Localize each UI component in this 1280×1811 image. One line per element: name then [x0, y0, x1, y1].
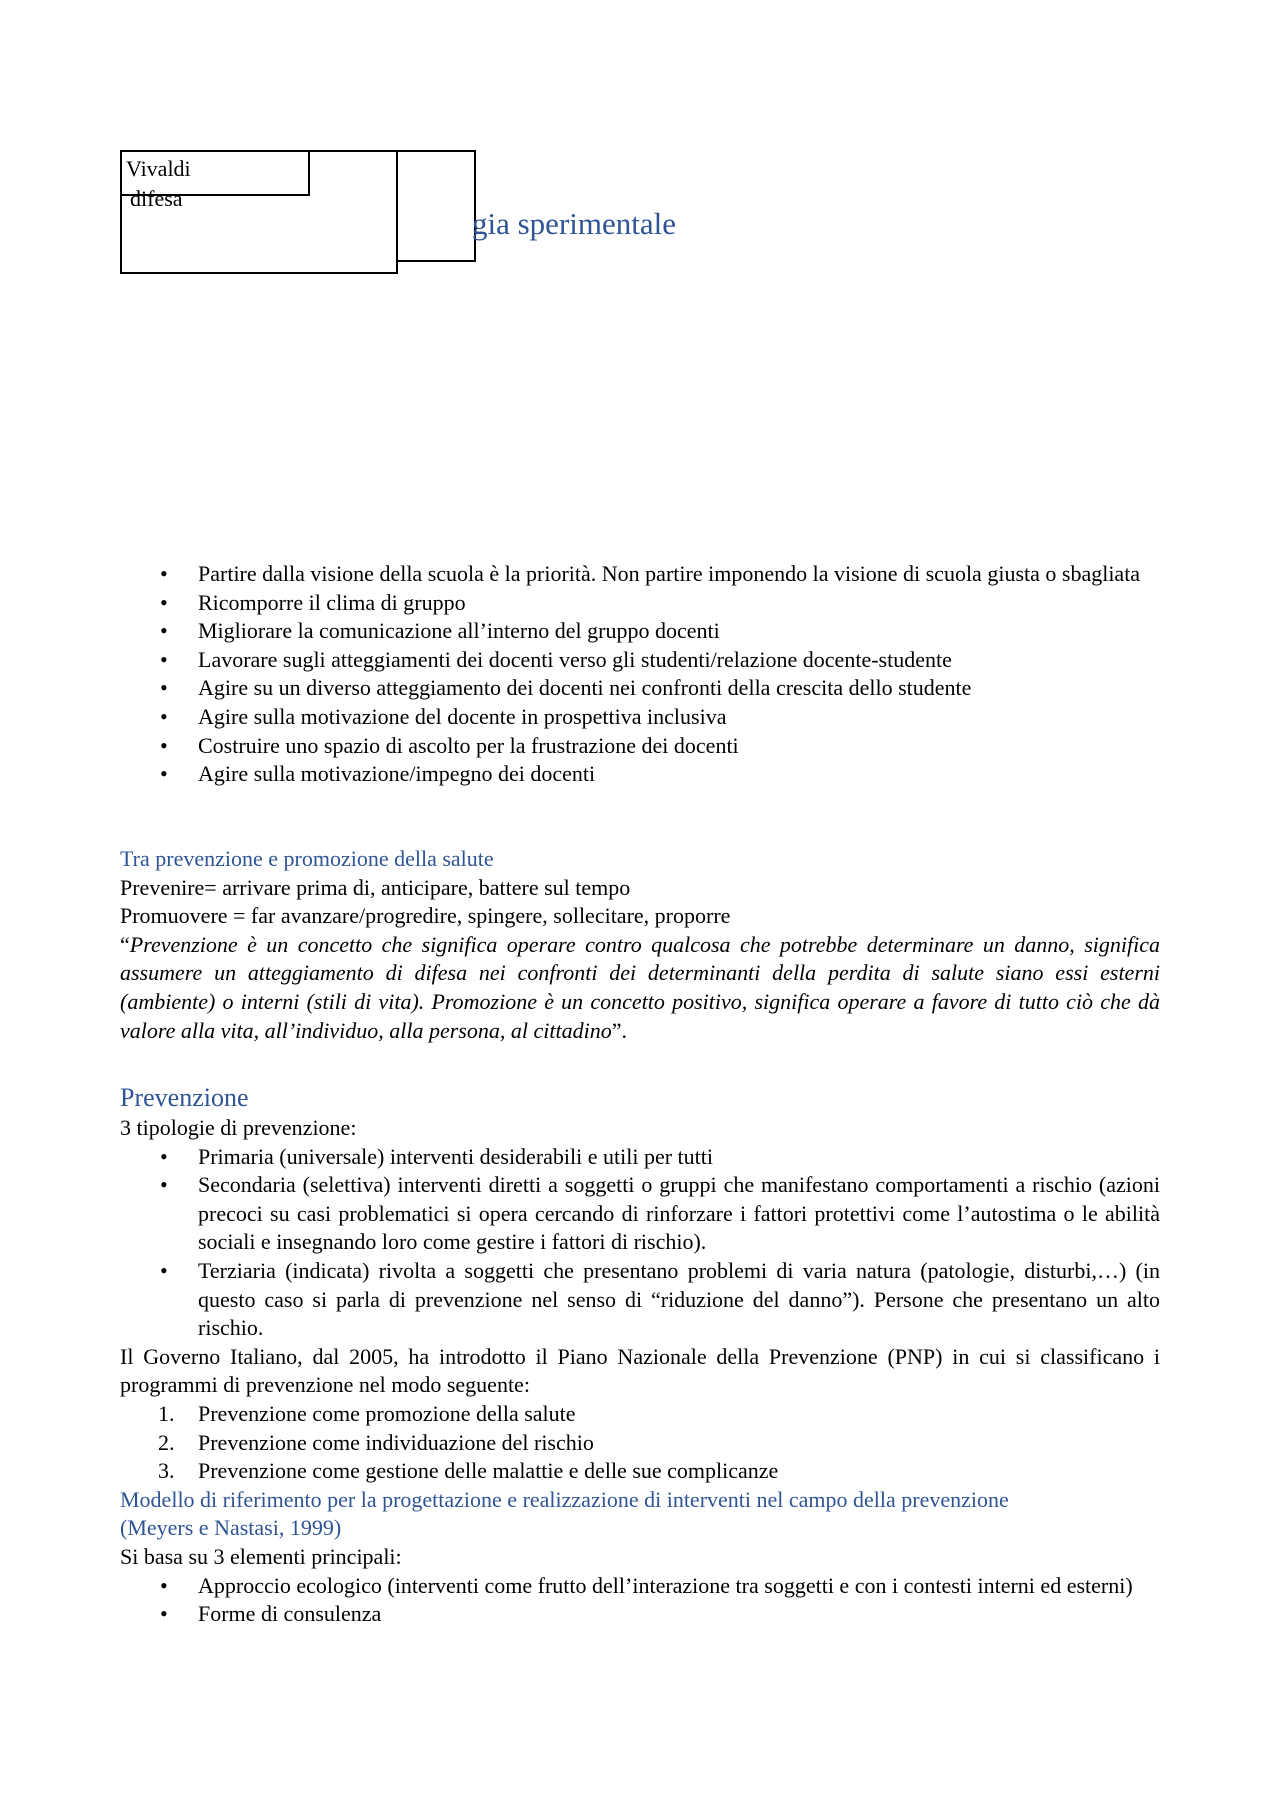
list-item: • Migliorare la comunicazione all’interno del gruppo docenti: [120, 617, 1160, 646]
list-number: 2.: [158, 1429, 175, 1455]
list-item: • Lavorare sugli atteggiamenti dei docenti verso gli studenti/relazione docente-studente: [120, 646, 1160, 675]
list-item: • Costruire uno spazio di ascolto per la frustrazione dei docenti: [120, 732, 1160, 761]
list-item-text: Prevenzione come individuazione del rischio: [198, 1429, 594, 1455]
intro-text: 3 tipologie di prevenzione:: [120, 1115, 357, 1140]
list-item: • Secondaria (selettiva) interventi diretti a soggetti o gruppi che manifestano comportamenti a rischio (azioni precoci su casi problematici si opera cercando di rinforzare i fattori protettivi come l’autostima o le abilità sociali e insegnando loro come gestire i fattori di rischio).: [120, 1171, 1160, 1257]
intro-text: Si basa su 3 elementi principali:: [120, 1543, 402, 1569]
section-prevenzione: [120, 1082, 1160, 1629]
list-item: [120, 1400, 1160, 1429]
list-item: • Ricomporre il clima di gruppo: [120, 589, 1160, 618]
list-item: • Agire sulla motivazione/impegno dei docenti: [120, 760, 1160, 789]
list-item: • Partire dalla visione della scuola è la priorità. Non partire imponendo la visione di scuola giusta o sbagliata: [120, 560, 1160, 589]
quote-text: Prevenzione è un concetto che significa operare contro qualcosa che potrebbe determinare un danno, significa assumere un atteggiamento di difesa nei confronti dei determinanti della perdita di salute siano essi esterni (ambiente) o interni (stili di vita). Promozione è un concetto positivo, significa operare a favore di tutto ciò che dà valore alla vita, all’individuo, alla persona, al cittadino: [120, 931, 1160, 1043]
list-item: • Agire sulla motivazione del docente in prospettiva inclusiva: [120, 703, 1160, 732]
quote-paragraph: [120, 931, 1160, 1045]
definition-line: Promuovere = far avanzare/progredire, spingere, sollecitare, proporre: [120, 903, 731, 929]
section-prevenzione-promozione: [120, 845, 1160, 1045]
prevention-types-list: [120, 1143, 1160, 1343]
section-heading: Prevenzione: [120, 1083, 249, 1112]
list-number: 1.: [158, 1400, 175, 1426]
goals-list: [120, 560, 1160, 789]
goals-list-block: [120, 560, 1160, 789]
quote-close: ”.: [611, 1017, 627, 1043]
paragraph: Il Governo Italiano, dal 2005, ha introdotto il Piano Nazionale della Prevenzione (PNP) in cui si classificano i programmi di prevenzione nel modo seguente:: [120, 1343, 1160, 1398]
text-frame-2-text: difesa: [130, 186, 183, 211]
list-item: • Primaria (universale) interventi desiderabili e utili per tutti: [120, 1143, 1160, 1172]
list-number: 3.: [158, 1458, 175, 1484]
quote-open: “: [120, 931, 130, 957]
page-heading-fragment: gia sperimentale: [472, 206, 676, 241]
section-heading: Modello di riferimento per la progettazione e realizzazione di interventi nel campo della prevenzione (Meyers e Nastasi, 1999): [120, 1486, 1009, 1541]
list-item: • Agire su un diverso atteggiamento dei docenti nei confronti della crescita dello studente: [120, 674, 1160, 703]
definition-line: Prevenire= arrivare prima di, anticipare, battere sul tempo: [120, 874, 631, 900]
list-item: [120, 1429, 1160, 1458]
list-item: • Approccio ecologico (interventi come frutto dell’interazione tra soggetti e con i contesti interni ed esterni): [120, 1572, 1160, 1601]
model-elements-list: [120, 1572, 1160, 1629]
section-heading: Tra prevenzione e promozione della salute: [120, 846, 494, 871]
pnp-numbered-list: [120, 1400, 1160, 1486]
list-item-text: Prevenzione come gestione delle malattie e delle sue complicanze: [198, 1458, 779, 1484]
list-item: • Forme di consulenza: [120, 1600, 1160, 1629]
list-item: • Terziaria (indicata) rivolta a soggetti che presentano problemi di varia natura (patologie, disturbi,…) (in questo caso si parla di prevenzione nel senso di “riduzione del danno”). Persone che presentano un alto rischio.: [120, 1257, 1160, 1343]
text-frame-1-text: Vivaldi: [126, 156, 191, 181]
list-item-text: Prevenzione come promozione della salute: [198, 1400, 576, 1426]
list-item: [120, 1457, 1160, 1486]
